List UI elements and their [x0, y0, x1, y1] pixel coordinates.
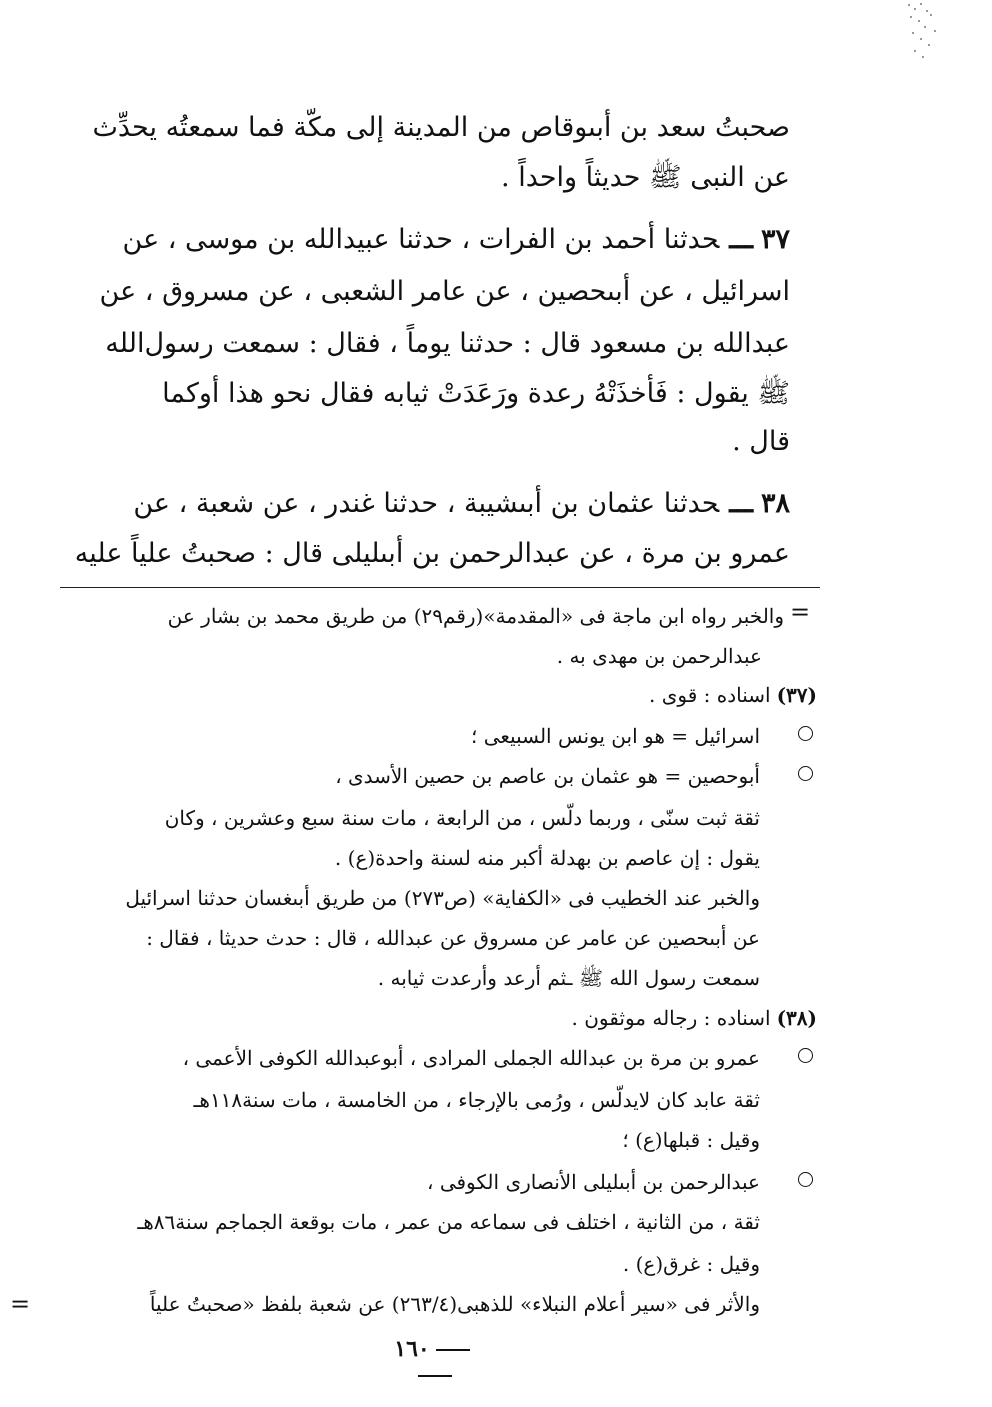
bullet-circle-icon [798, 726, 813, 741]
hadith-number: ٣٧ [760, 224, 790, 255]
footnote-line: وقيل : غرق(ع) . [622, 1252, 760, 1276]
footnote-line: والخبر رواه ابن ماجة فى «المقدمة»(رقم٢٩) من طريق محمد بن بشار عن [167, 604, 784, 628]
footnote-line: اسرائيل = هو ابن يونس السبيعى ؛ [471, 724, 760, 748]
footnote-line: والخبر عند الخطيب فى «الكفاية» (ص٢٧٣) من طريق أبىغسان حدثنا اسرائيل [125, 886, 760, 910]
footnote-line: ثقة عابد كان لايدلّس ، ورُمى بالإرجاء ، من الخامسة ، مات سنة١١٨هـ [193, 1088, 760, 1112]
scan-noise [900, 0, 980, 90]
hadith-37-heading [60, 216, 790, 264]
bullet-circle-icon [798, 766, 813, 781]
dash-line [418, 1375, 452, 1377]
hadith-38-heading [60, 480, 790, 528]
footnote-line: عبدالرحمن بن أبىليلى الأنصارى الكوفى ، [427, 1170, 760, 1194]
footnote-line: عمرو بن مرة بن عبدالله الجملى المرادى ، أبوعبدالله الكوفى الأعمى ، [182, 1046, 760, 1070]
footnote-line: ثقة ، من الثانية ، اختلف فى سماعه من عمر ، مات بوقعة الجماجم سنة٨٦هـ [137, 1210, 760, 1234]
footnote-line: أبوحصين = هو عثمان بن عاصم بن حصين الأسدى ، [335, 764, 760, 788]
footnote-separator [60, 587, 820, 588]
footnote-line: والأثر فى «سير أعلام النبلاء» للذهبى(٢٦٣/٤) عن شعبة بلفظ «صحبتُ علياً [149, 1292, 760, 1316]
footnote-line: وقيل : قبلها(ع) ؛ [622, 1128, 760, 1152]
footnote-line: عبدالرحمن بن مهدى به . [556, 644, 762, 668]
footnote-line: ثقة ثبت سنّى ، وربما دلّس ، من الرابعة ، مات سنة سبع وعشرين ، وكان [164, 806, 760, 830]
page-number [375, 1336, 495, 1388]
dash: ـــ [729, 224, 753, 255]
footnote-text: اسناده : رجاله موثقون . [571, 1006, 771, 1030]
page-number-text: ١٦٠ [394, 1336, 430, 1362]
main-line: عمرو بن مرة ، عن عبدالرحمن بن أبىليلى قال : صحبتُ علياً عليه [74, 538, 790, 569]
hadith-text: حدثنا عثمان بن أبىشيبة ، حدثنا غندر ، عن شعبة ، عن [133, 488, 720, 519]
main-line: اسرائيل ، عن أبىحصين ، عن عامر الشعبى ، عن مسروق ، عن [99, 276, 790, 307]
footnote-text: اسناده : قوى . [649, 683, 771, 707]
footnote-38-heading [572, 998, 817, 1038]
hadith-text: حدثنا أحمد بن الفرات ، حدثنا عبيدالله بن موسى ، عن [122, 224, 720, 255]
footnote-line: سمعت رسول الله ﷺ ـثم أرعد وأرعدت ثيابه . [377, 966, 760, 990]
continuation-mark: = [790, 598, 811, 626]
main-line: عبدالله بن مسعود قال : حدثنا يوماً ، فقال : سمعت رسول‌الله [105, 328, 790, 359]
footnote-line: يقول : إن عاصم بن بهدلة أكبر منه لسنة واحدة(ع) . [334, 846, 760, 870]
footnote-37-heading [649, 675, 817, 715]
bullet-circle-icon [798, 1048, 813, 1063]
continuation-mark: = [10, 1290, 31, 1318]
footnote-label: (٣٧) [776, 683, 817, 707]
dash: ـــ [729, 488, 753, 519]
dash-line [436, 1349, 470, 1351]
bullet-circle-icon [798, 1172, 813, 1187]
main-line: عن النبى ﷺ حديثاً واحداً . [501, 162, 790, 193]
main-line: صحبتُ سعد بن أبىوقاص من المدينة إلى مكّة فما سمعتُه يحدِّث [92, 112, 790, 143]
footnote-line: عن أبىحصين عن عامر عن مسروق عن عبدالله ، قال : حدث حديثا ، فقال : [146, 926, 760, 950]
main-line: ﷺ يقول : فَأخذَتْهُ رعدة ورَعَدَتْ ثيابه فقال نحو هذا أوكما [162, 378, 790, 409]
footnote-label: (٣٨) [776, 1006, 817, 1030]
hadith-number: ٣٨ [760, 488, 790, 519]
main-line: قال . [732, 426, 790, 457]
